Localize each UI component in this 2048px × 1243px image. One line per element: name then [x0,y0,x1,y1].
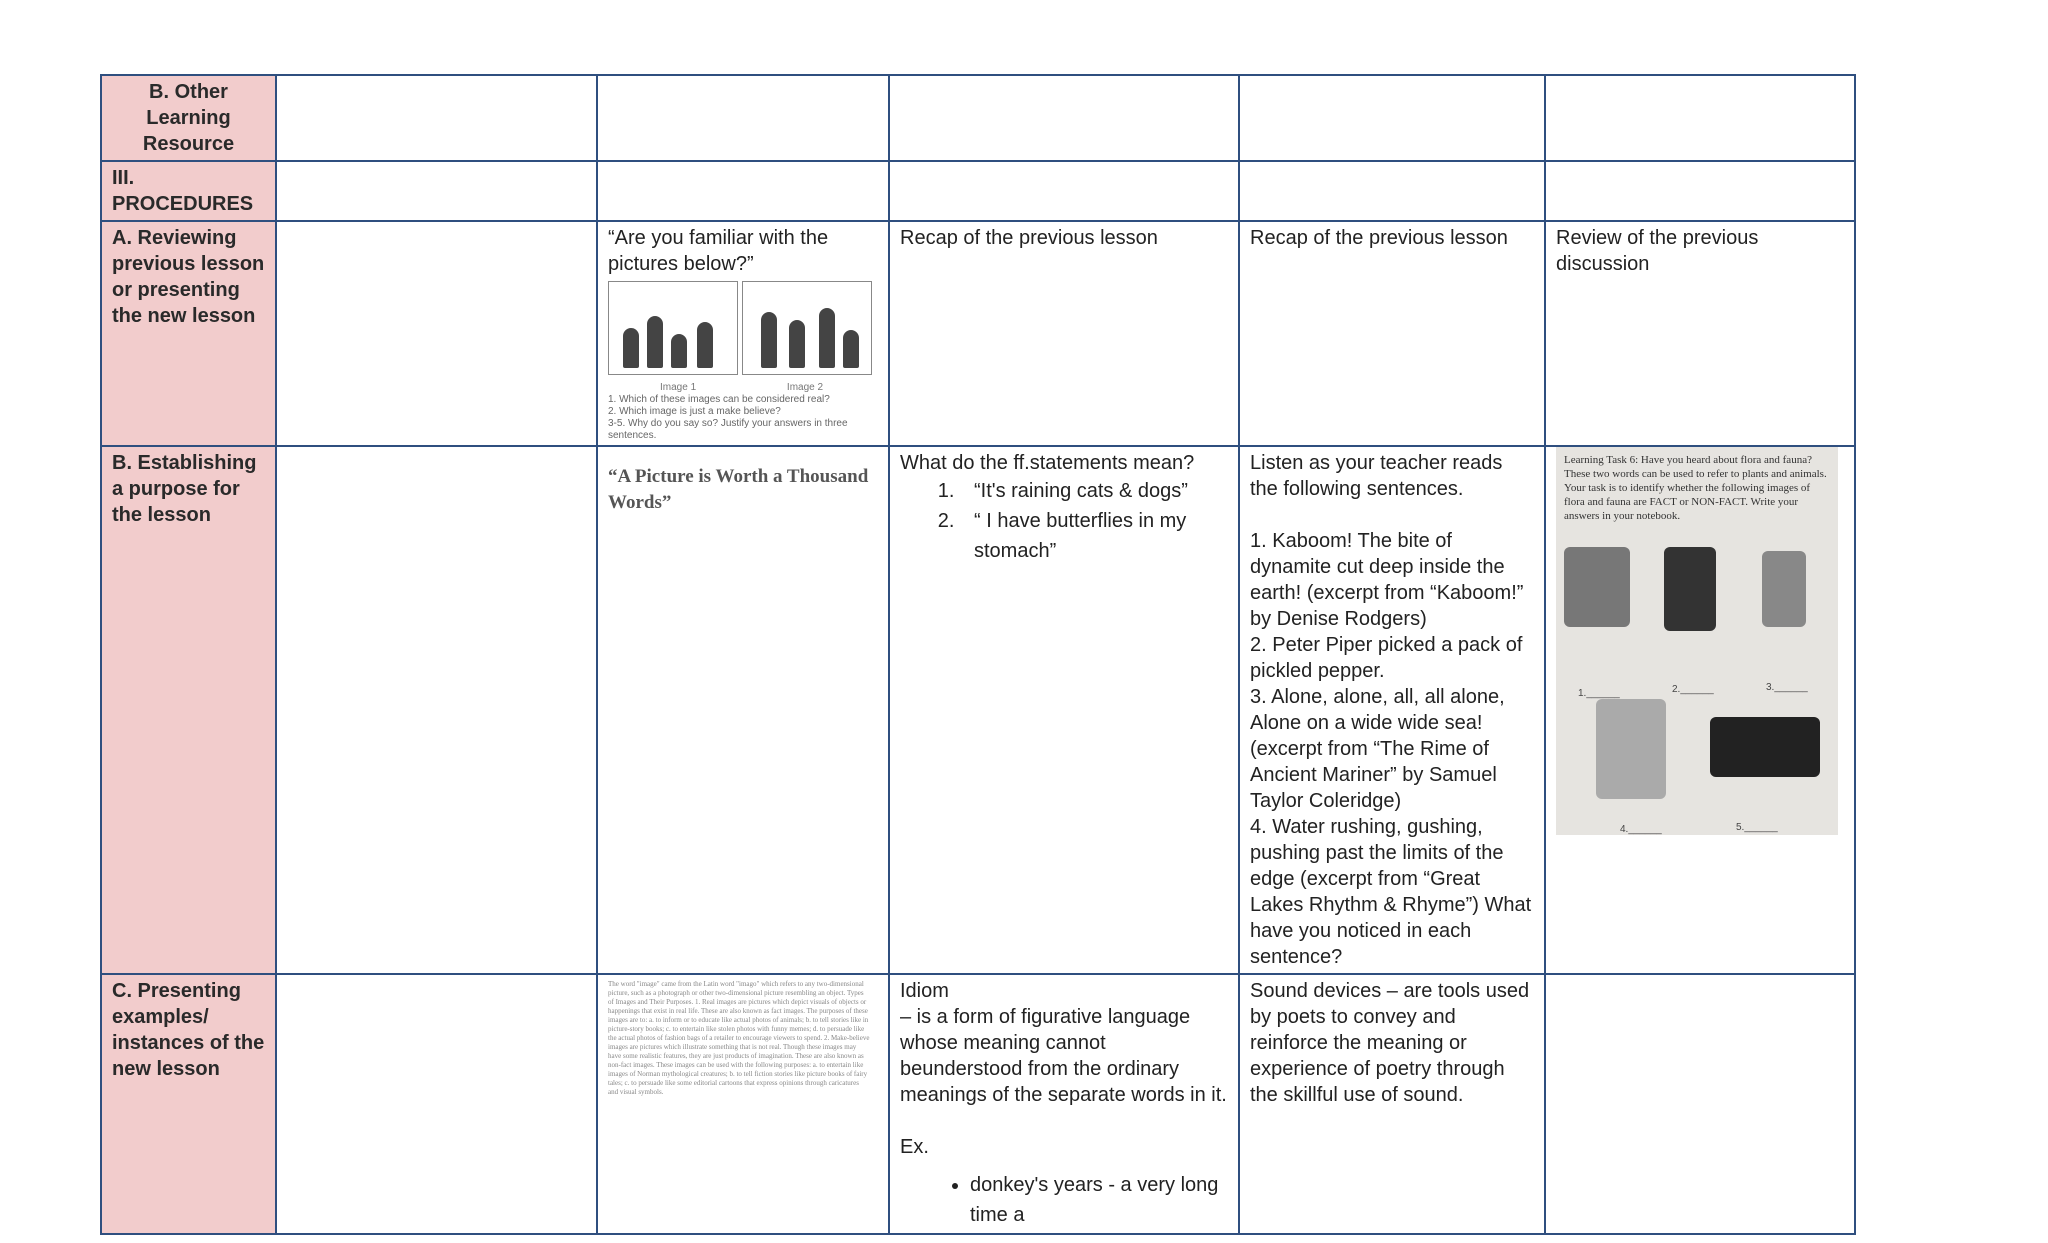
list-item: 2. “ I have butterflies in my stomach” [960,506,1228,566]
example-label: Ex. [900,1136,929,1158]
sentence-line: 3. Alone, alone, all, all alone, Alone on a wide wide sea! (excerpt from “The Rime of Ancient Mariner” by Samuel Taylor Coleridge) [1250,686,1505,812]
superhero-image [1664,547,1716,631]
cell-reviewing-col3: Recap of the previous lesson [889,221,1239,446]
cell-empty [597,75,889,161]
answer-blank: 4.______ [1620,824,1662,835]
row-label-presenting: C. Presenting examples/ instances of the new lesson [101,974,276,1234]
cell-establishing-col4 [1239,446,1545,974]
row-label-establishing: B. Establishing a purpose for the lesson [101,446,276,974]
image-question: 3-5. Why do you say so? Justify your answers in three sentences. [608,418,848,441]
cell-empty [276,161,597,221]
cell-empty [276,446,597,974]
cell-empty [889,161,1239,221]
table-row-other-resource [101,75,1855,161]
sentence-line: 2. Peter Piper picked a pack of pickled pepper. [1250,634,1523,682]
list-item: 1. “It's raining cats & dogs” [960,476,1228,506]
answer-blank: 2.______ [1672,684,1714,695]
image-caption: Image 2 [786,382,824,393]
picture-proverb-heading: “A Picture is Worth a Thousand Words” [608,466,869,513]
cartoon-images [608,277,878,382]
cell-empty [597,161,889,221]
winged-horse-image [1596,699,1666,799]
cell-presenting-col4: Sound devices – are tools used by poets to convey and reinforce the meaning or experience of poetry through the skillful use of sound. [1239,974,1545,1234]
cell-presenting-col3 [889,974,1239,1234]
cell-reviewing-col2 [597,221,889,446]
sentence-line: 1. Kaboom! The bite of dynamite cut deep inside the earth! (excerpt from “Kaboom!” by Denise Rodgers) [1250,530,1524,630]
row-label-procedures: III. PROCEDURES [101,161,276,221]
cell-empty [1545,75,1855,161]
cell-empty [1545,161,1855,221]
cell-reviewing-col5: Review of the previous discussion [1545,221,1855,446]
listen-intro: Listen as your teacher reads the following sentences. [1250,452,1503,500]
image-question: 1. Which of these images can be considered real? [608,394,830,405]
cell-empty [276,221,597,446]
idiom-definition: – is a form of figurative language whose meaning cannot beunderstood from the ordinary meanings of the separate words in it. [900,1006,1227,1106]
sentence-line: 4. Water rushing, gushing, pushing past the limits of the edge (excerpt from “Great Lakes Rhythm & Rhyme”) What have you noticed in each sentence? [1250,816,1532,968]
row-label-reviewing: A. Reviewing previous lesson or presenting the new lesson [101,221,276,446]
lesson-plan-table [100,74,1856,1235]
learning-task-text: Learning Task 6: Have you heard about flora and fauna? These two words can be used to refer to plants and animals. Your task is to identify whether the following images of flora and fauna are FACT or NON-FACT. Write your answers in your notebook. [1564,454,1827,522]
cell-reviewing-col4: Recap of the previous lesson [1239,221,1545,446]
cell-presenting-col2 [597,974,889,1234]
table-row-procedures [101,161,1855,221]
row-label-other-resource: B. Other Learning Resource [101,75,276,161]
sports-car-image [1710,717,1820,777]
cell-establishing-col2 [597,446,889,974]
cell-empty [889,75,1239,161]
statements-question: What do the ff.statements mean? [900,452,1195,474]
cell-empty [1239,75,1545,161]
image-captions [608,382,878,394]
cell-empty [1545,974,1855,1234]
table-row-presenting [101,974,1855,1234]
superhero-cartoon-image [742,281,872,375]
idiom-examples-list [900,1170,1228,1230]
answer-blank: 1.______ [1578,688,1620,699]
family-cartoon-image [608,281,738,375]
cell-empty [276,974,597,1234]
table-row-establishing [101,446,1855,974]
cell-establishing-col3 [889,446,1239,974]
image-question: 2. Which image is just a make believe? [608,406,781,417]
fruit-character-image [1762,551,1806,627]
cell-empty [1239,161,1545,221]
question-text: “Are you familiar with the pictures below?” [608,227,829,275]
answer-blank: 5.______ [1736,822,1778,833]
flora-fauna-task-image [1556,447,1838,835]
image-caption: Image 1 [660,382,697,393]
types-of-images-document: The word "image" came from the Latin word "imago" which refers to any two-dimensional picture, such as a photograph or other two-dimensional picture resembling an object. Types of Images and Their Purposes. 1. Real images are pictures which depict visuals of objects or happenings that exist in real life. These are also known as fact images. The purposes of these images are to: a. to inform or to educate like actual photos of animals; b. to tell stories like in picture-story books; c. to entertain like stolen photos with funny memes; d. to persuade like the actual photos of fashion bags of a retailer to encourage viewers to spend. 2. Make-believe images are pictures which illustrate something that is not real. Though these images may have some realistic features, they are just products of imagination. These are also known as non-fact images. These images can be used with the following purposes: a. to entertain like images of Norman mythological creatures; b. to tell fiction stories like picture books of fairy tales; c. to persuade like some editorial cartoons that express opinions through caricatures and visual symbols. [608,980,870,1096]
cell-empty [276,75,597,161]
answer-blank: 3.______ [1766,682,1808,693]
cell-establishing-col5 [1545,446,1855,974]
swing-children-image [1564,547,1630,627]
idiom-term: Idiom [900,980,949,1002]
list-item: • donkey's years - a very long time a [970,1170,1228,1230]
statements-list [900,476,1228,566]
table-row-reviewing [101,221,1855,446]
